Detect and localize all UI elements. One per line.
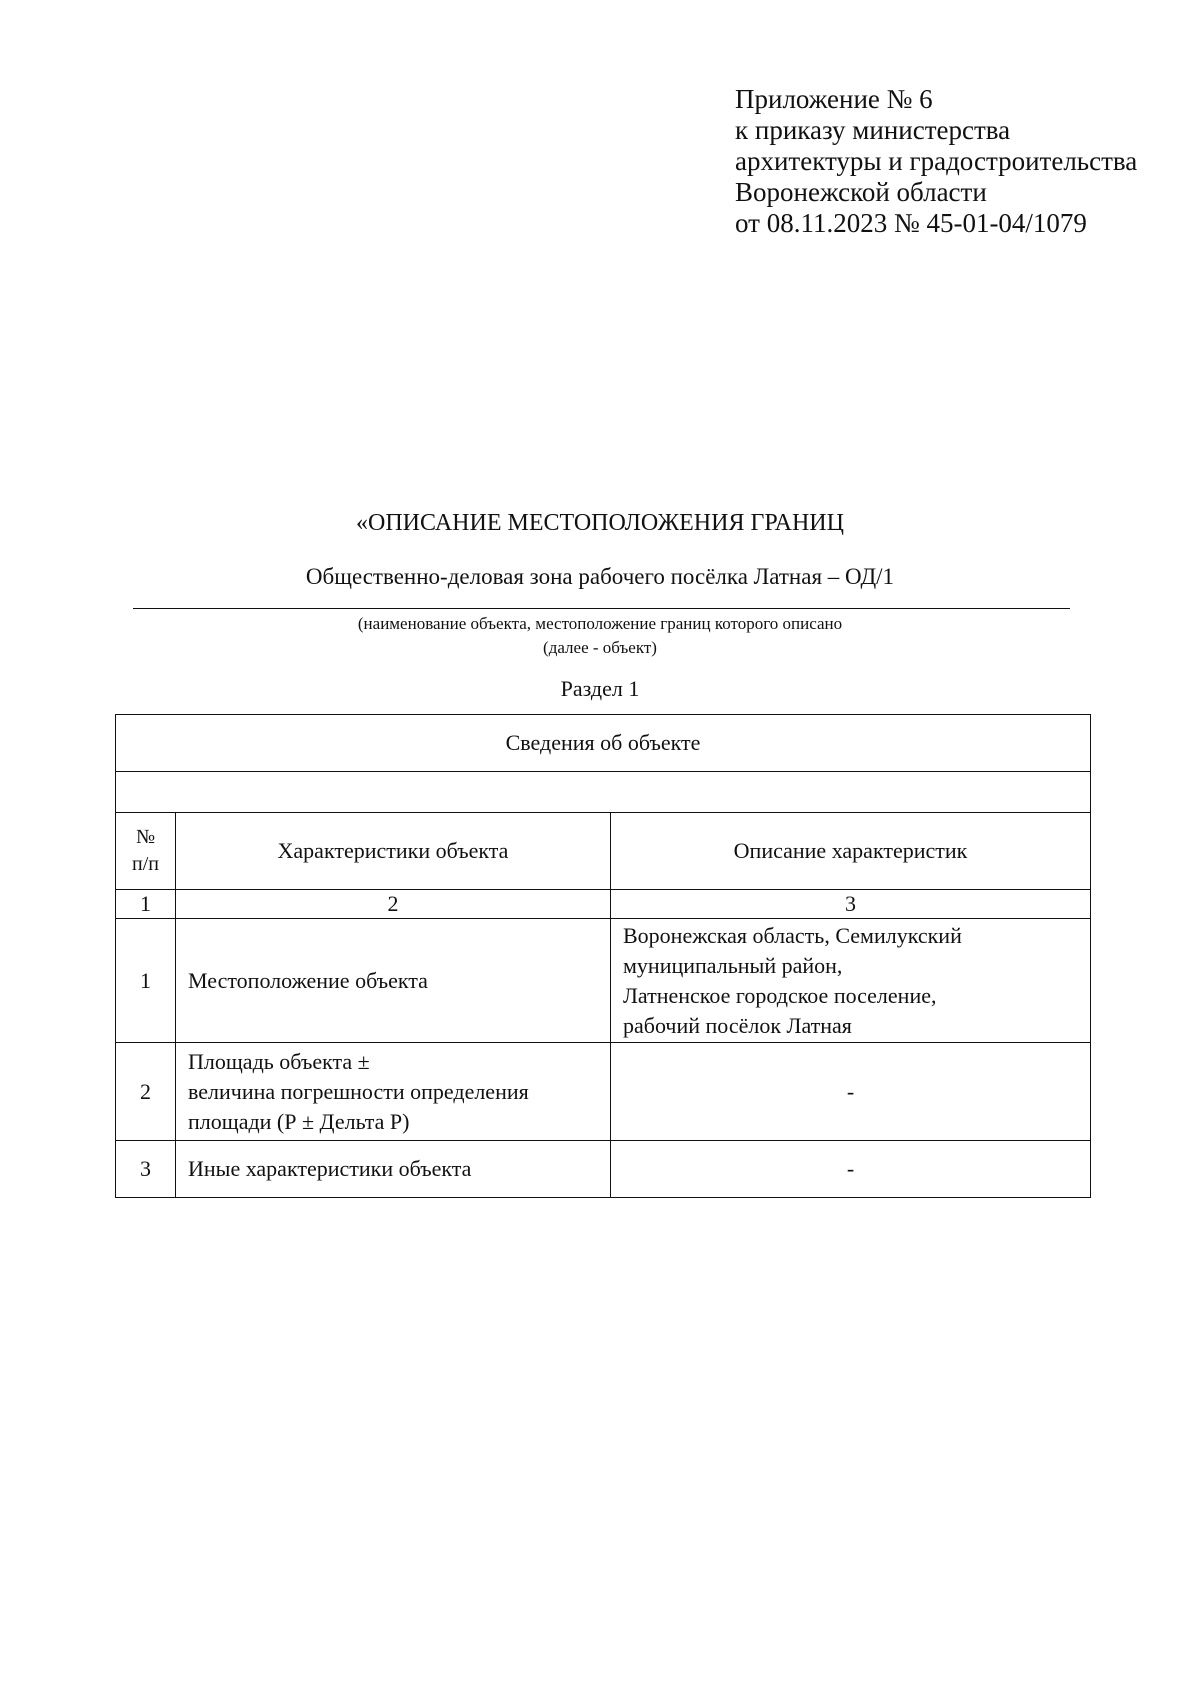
row-characteristic: Местоположение объекта [176, 919, 611, 1043]
annex-line: к приказу министерства [735, 115, 1011, 145]
index-cell: 3 [611, 890, 1091, 919]
row-number: 2 [116, 1043, 176, 1141]
object-info-table [115, 714, 1091, 1198]
note-line: (наименование объекта, местоположение границ которого описано [357, 614, 843, 633]
annex-line: архитектуры и градостроительства [735, 146, 1138, 176]
underline-rule [133, 608, 1070, 609]
row-description: Воронежская область, Семилукский муниципальный район, Латненское городское поселение, рабочий посёлок Латная [611, 919, 1091, 1043]
table-header-row [116, 813, 1091, 890]
note-line: (далее - объект) [543, 638, 657, 657]
index-cell: 1 [116, 890, 176, 919]
document-title: «ОПИСАНИЕ МЕСТОПОЛОЖЕНИЯ ГРАНИЦ [356, 510, 844, 536]
table-row [116, 1141, 1091, 1198]
annex-line: от 08.11.2023 № 45-01-04/1079 [735, 208, 1087, 238]
row-description: - [611, 1043, 1091, 1141]
object-name: Общественно-деловая зона рабочего посёлка Латная – ОД/1 [305, 564, 895, 589]
row-characteristic: Иные характеристики объекта [176, 1141, 611, 1198]
row-number: 1 [116, 919, 176, 1043]
table-empty-cell [116, 772, 1091, 813]
header-description: Описание характеристик [611, 813, 1091, 890]
table-title-row [116, 715, 1091, 772]
row-characteristic: Площадь объекта ± величина погрешности определения площади (Р ± Дельта Р) [176, 1043, 611, 1141]
row-description: - [611, 1141, 1091, 1198]
table-row [116, 919, 1091, 1043]
annex-header [735, 84, 1137, 239]
table-title: Сведения об объекте [116, 715, 1091, 772]
index-cell: 2 [176, 890, 611, 919]
table-index-row [116, 890, 1091, 919]
header-number: № п/п [116, 813, 176, 890]
table-row [116, 1043, 1091, 1141]
table-empty-row [116, 772, 1091, 813]
annex-line: Воронежской области [735, 177, 987, 207]
object-name-note [0, 612, 1200, 660]
annex-line: Приложение № 6 [735, 84, 933, 114]
header-characteristic: Характеристики объекта [176, 813, 611, 890]
section-label: Раздел 1 [560, 676, 640, 701]
row-number: 3 [116, 1141, 176, 1198]
